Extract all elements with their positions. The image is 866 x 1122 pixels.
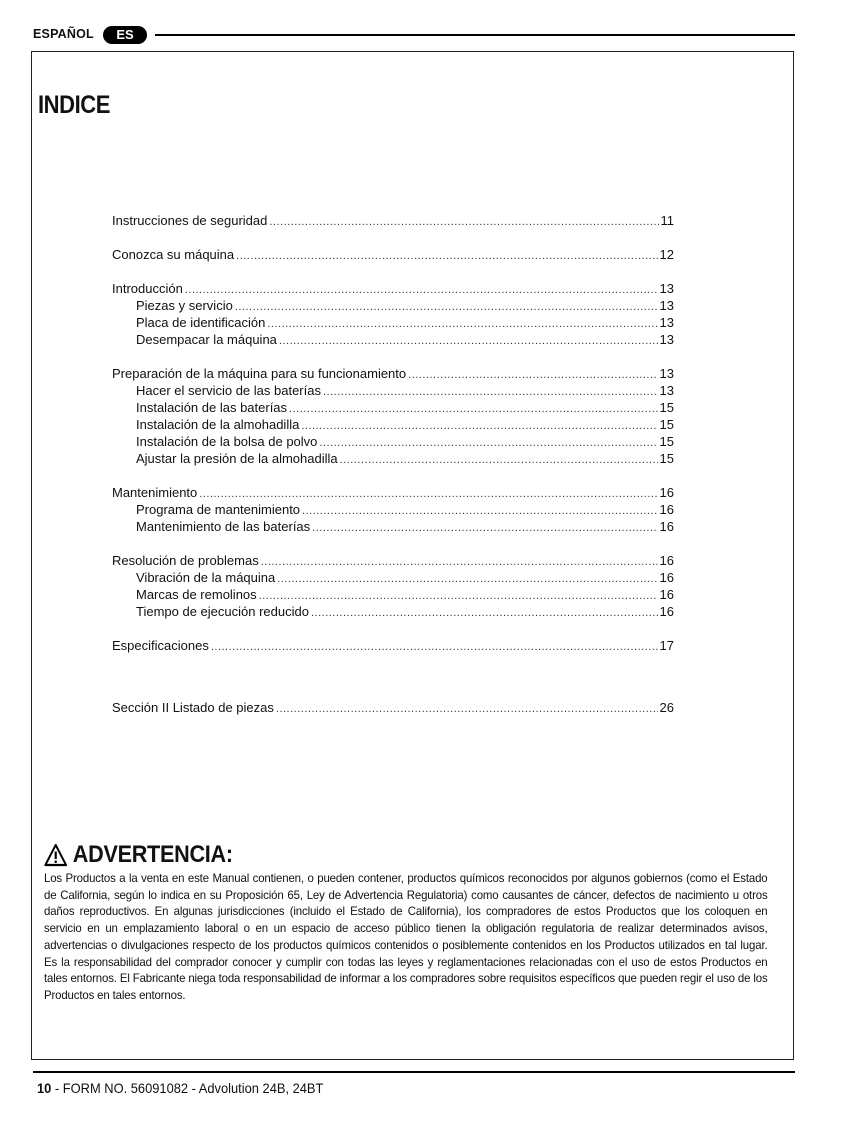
toc-entry-label: Desempacar la máquina	[136, 332, 277, 347]
form-number: FORM NO. 56091082 - Advolution 24B, 24BT	[62, 1080, 324, 1096]
toc-entry-page: 13	[659, 315, 674, 330]
toc-leader	[311, 605, 658, 622]
toc-leader	[185, 282, 658, 299]
toc-entry-page: 17	[659, 638, 674, 653]
toc-subentry[interactable]	[112, 433, 674, 450]
toc-entry-label: Ajustar la presión de la almohadilla	[136, 451, 338, 466]
toc-entry-page: 16	[659, 553, 674, 568]
toc-leader	[269, 214, 658, 231]
toc-entry-label: Instrucciones de seguridad	[112, 213, 268, 228]
toc-leader	[312, 520, 657, 537]
toc-subentry[interactable]	[112, 569, 674, 586]
toc-leader	[279, 333, 658, 350]
toc-entry[interactable]	[112, 365, 674, 382]
toc-entry-label: Hacer el servicio de las baterías	[136, 383, 321, 398]
toc-leader	[289, 401, 657, 418]
warning-body: Los Productos a la venta en este Manual contienen, o pueden contener, productos químicos reconocidos por algunos gobiernos (como el Estado de California, según lo indica en su Proposición 65, Ley de Advertencia Regulatoria) como causantes de cáncer, defectos de nacimiento u otros daños reproductivos. En algunas jurisdicciones (incluido el Estado de California), los compradores de estos Productos que los coloquen en servicio en un emplazamiento laboral o en un espacio de acceso público tienen la obligación regulatoria de realizar determinados avisos, advertencias o divulgaciones respecto de los productos químicos contenidos o posiblemente contenidos en los Productos utilizados en tal lugar. Es la responsabilidad del comprador conocer y cumplir con todas las leyes y reglamentaciones relacionadas con el uso de estos Productos en tales entornos. El Fabricante niega toda responsabilidad de informar a los compradores sobre requisitos específicos que pueden regir el uso de los Productos en tales entornos.	[44, 871, 768, 1002]
language-badge: ES	[103, 26, 147, 44]
page-number: 10	[37, 1080, 52, 1096]
toc-leader	[323, 384, 658, 401]
toc-entry-page: 13	[659, 383, 674, 398]
toc-subentry[interactable]	[112, 603, 674, 620]
header-divider	[155, 34, 795, 36]
toc-leader	[301, 418, 657, 435]
toc-entry-page: 15	[659, 400, 674, 415]
language-label: ESPAÑOL	[33, 27, 94, 41]
toc-entry-page: 16	[659, 502, 674, 517]
toc-entry-page: 13	[659, 332, 674, 347]
toc-leader	[261, 554, 658, 571]
warning-heading	[44, 841, 233, 869]
footer-separator: -	[51, 1080, 63, 1096]
toc-entry[interactable]	[112, 280, 674, 297]
page-footer	[37, 1080, 323, 1096]
warning-triangle-icon	[44, 843, 67, 867]
toc-entry-label: Programa de mantenimiento	[136, 502, 301, 517]
toc-leader	[236, 248, 657, 265]
warning-title: ADVERTENCIA:	[72, 841, 233, 868]
toc-leader	[267, 316, 657, 333]
toc-entry-page: 16	[659, 519, 674, 534]
toc-entry-page: 16	[659, 570, 674, 585]
toc-leader	[302, 503, 658, 520]
toc-subentry[interactable]	[112, 399, 674, 416]
toc-entry[interactable]	[112, 552, 674, 569]
toc-entry-label: Placa de identificación	[136, 315, 266, 330]
toc-subentry[interactable]	[112, 331, 674, 348]
toc-entry-label: Introducción	[112, 281, 183, 296]
toc-entry-page: 11	[660, 213, 674, 228]
page-title: INDICE	[38, 91, 110, 119]
toc-entry[interactable]	[112, 212, 674, 229]
toc-entry-label: Marcas de remolinos	[136, 587, 257, 602]
toc-entry-page: 16	[659, 587, 674, 602]
toc-entry-page: 13	[659, 298, 674, 313]
toc-subentry[interactable]	[112, 518, 674, 535]
toc-leader	[408, 367, 657, 384]
toc-entry-page: 16	[659, 485, 674, 500]
table-of-contents	[112, 212, 674, 716]
toc-entry[interactable]	[112, 484, 674, 501]
toc-subentry[interactable]	[112, 382, 674, 399]
toc-entry-page: 15	[659, 451, 674, 466]
toc-entry-label: Especificaciones	[112, 638, 209, 653]
toc-leader	[340, 452, 658, 469]
toc-subentry[interactable]	[112, 501, 674, 518]
toc-subentry[interactable]	[112, 297, 674, 314]
toc-entry[interactable]	[112, 699, 674, 716]
toc-entry-label: Instalación de las baterías	[136, 400, 288, 415]
toc-entry-page: 15	[659, 434, 674, 449]
toc-entry-label: Instalación de la bolsa de polvo	[136, 434, 318, 449]
toc-entry[interactable]	[112, 637, 674, 654]
toc-entry-label: Conozca su máquina	[112, 247, 235, 262]
toc-subentry[interactable]	[112, 314, 674, 331]
toc-leader	[276, 701, 658, 718]
toc-subentry[interactable]	[112, 586, 674, 603]
toc-entry-page: 13	[659, 366, 674, 381]
toc-entry-page: 15	[659, 417, 674, 432]
toc-entry-label: Sección II Listado de piezas	[112, 700, 274, 715]
toc-entry-label: Mantenimiento	[112, 485, 198, 500]
toc-entry-label: Preparación de la máquina para su funcionamiento	[112, 366, 407, 381]
toc-entry-page: 12	[659, 247, 674, 262]
toc-subentry[interactable]	[112, 416, 674, 433]
toc-entry-label: Piezas y servicio	[136, 298, 233, 313]
toc-entry-page: 13	[659, 281, 674, 296]
toc-leader	[277, 571, 657, 588]
page-header	[33, 24, 795, 46]
toc-leader	[259, 588, 658, 605]
toc-leader	[211, 639, 658, 656]
toc-entry[interactable]	[112, 246, 674, 263]
toc-leader	[319, 435, 657, 452]
footer-divider	[33, 1071, 795, 1073]
toc-entry-label: Tiempo de ejecución reducido	[136, 604, 309, 619]
toc-subentry[interactable]	[112, 450, 674, 467]
toc-leader	[235, 299, 658, 316]
toc-entry-page: 16	[659, 604, 674, 619]
toc-entry-page: 26	[659, 700, 674, 715]
toc-entry-label: Resolución de problemas	[112, 553, 259, 568]
toc-entry-label: Vibración de la máquina	[136, 570, 276, 585]
toc-entry-label: Mantenimiento de las baterías	[136, 519, 311, 534]
toc-entry-label: Instalación de la almohadilla	[136, 417, 300, 432]
